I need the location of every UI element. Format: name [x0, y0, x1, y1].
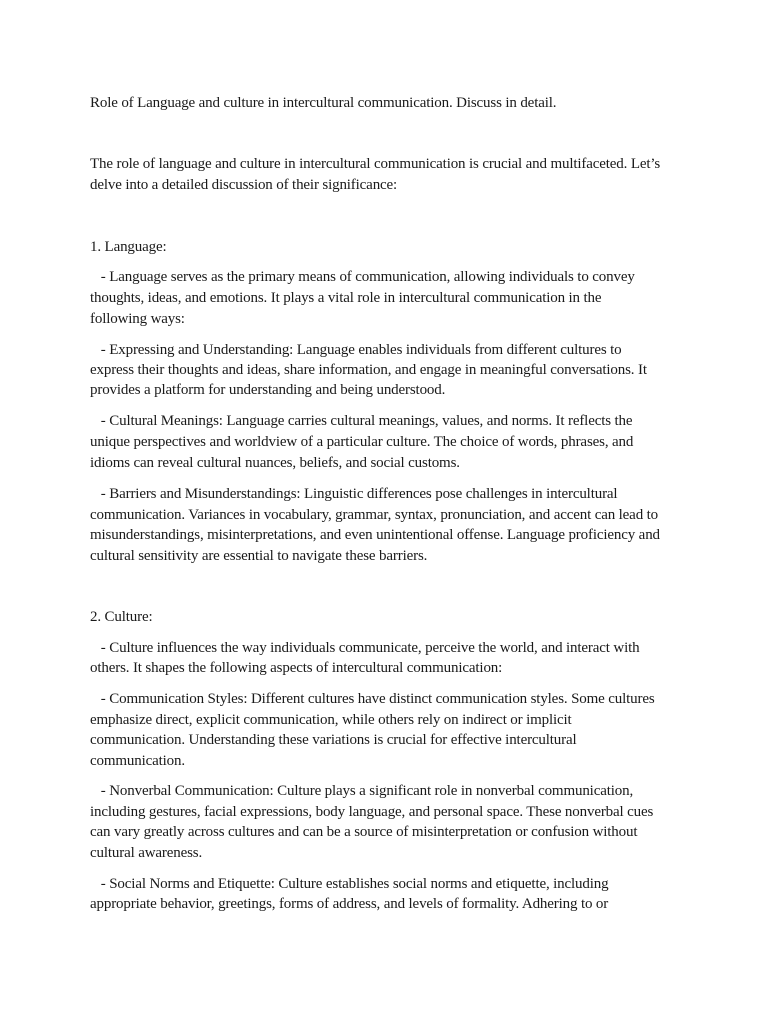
language-para1-line-3: following ways: — [90, 311, 185, 327]
language-para4-line-2: communication. Variances in vocabulary, grammar, syntax, pronunciation, and accent can lead to — [90, 507, 659, 523]
section-heading-language: 1. Language: — [90, 239, 167, 255]
language-para4-line-1: - Barriers and Misunderstandings: Linguistic differences pose challenges in intercultural — [90, 486, 618, 502]
culture-para2-line-1: - Communication Styles: Different cultures have distinct communication styles. Some cultures — [90, 691, 655, 707]
culture-para2-line-4: communication. — [90, 753, 185, 769]
culture-para4-line-1: - Social Norms and Etiquette: Culture establishes social norms and etiquette, including — [90, 876, 609, 892]
culture-para1-line-2: others. It shapes the following aspects of intercultural communication: — [90, 660, 503, 676]
language-para3-line-3: idioms can reveal cultural nuances, beliefs, and social customs. — [90, 455, 460, 471]
language-para3-line-1: - Cultural Meanings: Language carries cultural meanings, values, and norms. It reflects the — [90, 413, 633, 429]
culture-para3-line-2: including gestures, facial expressions, body language, and personal space. These nonverbal cues — [90, 804, 654, 820]
section-heading-culture: 2. Culture: — [90, 609, 153, 625]
language-para2-line-1: - Expressing and Understanding: Language enables individuals from different cultures to — [90, 342, 622, 358]
culture-para3-line-3: can vary greatly across cultures and can be a source of misinterpretation or confusion without — [90, 824, 638, 840]
language-para4-line-3: misunderstandings, misinterpretations, and even unintentional offense. Language proficiency and — [90, 527, 660, 543]
intro-line-2: delve into a detailed discussion of their significance: — [90, 177, 398, 193]
culture-para1-line-1: - Culture influences the way individuals communicate, perceive the world, and interact with — [90, 640, 640, 656]
culture-para3-line-4: cultural awareness. — [90, 845, 203, 861]
language-para4-line-4: cultural sensitivity are essential to navigate these barriers. — [90, 548, 428, 564]
culture-para4-line-2: appropriate behavior, greetings, forms of address, and levels of formality. Adhering to or — [90, 896, 609, 912]
intro-line-1: The role of language and culture in intercultural communication is crucial and multifaceted. Let’s — [90, 156, 661, 172]
language-para3-line-2: unique perspectives and worldview of a particular culture. The choice of words, phrases, and — [90, 434, 634, 450]
culture-para2-line-2: emphasize direct, explicit communication, while others rely on indirect or implicit — [90, 712, 572, 728]
language-para1-line-1: - Language serves as the primary means of communication, allowing individuals to convey — [90, 269, 635, 285]
culture-para2-line-3: communication. Understanding these variations is crucial for effective intercultural — [90, 732, 577, 748]
culture-para3-line-1: - Nonverbal Communication: Culture plays a significant role in nonverbal communication, — [90, 783, 634, 799]
document-title: Role of Language and culture in intercultural communication. Discuss in detail. — [90, 95, 557, 111]
language-para1-line-2: thoughts, ideas, and emotions. It plays a vital role in intercultural communication in the — [90, 290, 602, 306]
language-para2-line-2: express their thoughts and ideas, share information, and engage in meaningful conversations. It — [90, 362, 647, 378]
language-para2-line-3: provides a platform for understanding and being understood. — [90, 382, 446, 398]
